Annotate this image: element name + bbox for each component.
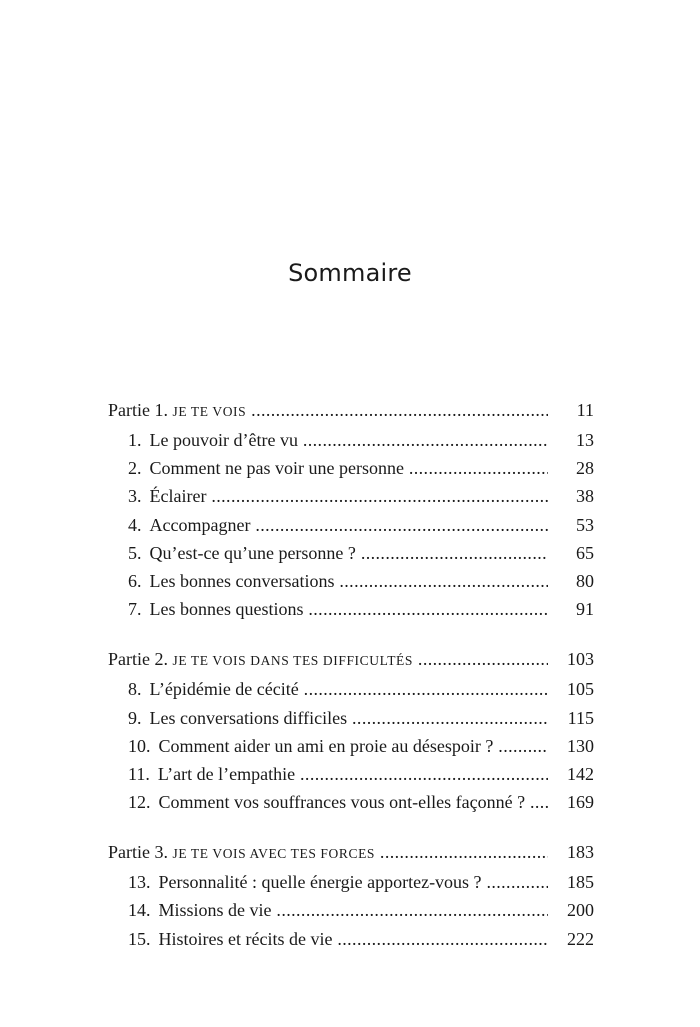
toc-entry	[108, 868, 594, 896]
page-number: 142	[567, 763, 594, 784]
toc-entry	[108, 511, 594, 539]
part-title: JE TE VOIS DANS TES DIFFICULTÉS	[172, 653, 414, 669]
page-number: 80	[576, 570, 594, 591]
page-number: 222	[567, 928, 594, 949]
chapter-title: Personnalité : quelle énergie apportez-vous ?	[158, 872, 482, 893]
page-number: 53	[576, 514, 594, 535]
chapter-title: Le pouvoir d’être vu	[149, 430, 298, 450]
chapter-number: 6.	[128, 570, 142, 591]
toc-part	[108, 645, 594, 816]
chapter-title: Les bonnes conversations	[149, 570, 335, 591]
toc-entry	[108, 896, 594, 924]
chapter-title: Histoires et récits de vie	[158, 928, 333, 949]
toc-part-row	[108, 645, 594, 675]
toc-entry-leader	[128, 675, 548, 703]
chapter-title: Éclairer	[149, 486, 207, 507]
chapter-number: 12.	[128, 792, 151, 813]
toc-entry-leader	[128, 426, 548, 454]
toc-entry	[108, 539, 594, 567]
page-number: 130	[567, 735, 594, 756]
toc-entry-leader	[128, 454, 548, 482]
page-number: 115	[567, 707, 594, 728]
chapter-title: Comment vos souffrances vous ont-elles façonné ?	[158, 792, 526, 813]
part-label: Partie 2.	[108, 649, 168, 670]
part-label: Partie 3.	[108, 842, 168, 863]
toc-entry-leader	[128, 732, 548, 760]
chapter-number: 2.	[128, 458, 142, 479]
chapter-number: 14.	[128, 900, 151, 921]
toc-entry	[108, 482, 594, 510]
toc-entry-leader	[128, 760, 548, 788]
chapter-number: 9.	[128, 707, 142, 728]
page-number: 13	[576, 430, 594, 450]
page-number: 169	[567, 792, 594, 813]
page-title: Sommaire	[288, 259, 412, 288]
toc-entry-leader	[128, 788, 548, 816]
toc-entry	[108, 760, 594, 788]
toc-part-leader	[108, 645, 548, 675]
toc-entry-leader	[128, 868, 548, 896]
toc-part-row	[108, 838, 594, 868]
toc-entry-leader	[128, 511, 548, 539]
page-number: 200	[567, 900, 594, 921]
chapter-title: Qu’est-ce qu’une personne ?	[149, 542, 356, 563]
chapter-title: L’épidémie de cécité	[149, 679, 299, 700]
part-label: Partie 1.	[108, 400, 168, 420]
chapter-number: 15.	[128, 928, 151, 949]
toc-part	[108, 838, 594, 953]
toc-entry	[108, 704, 594, 732]
toc-entry-leader	[128, 567, 548, 595]
chapter-title: Comment aider un ami en proie au désespoir ?	[158, 735, 494, 756]
page-number: 38	[576, 486, 594, 507]
chapter-title: Les conversations difficiles	[149, 707, 348, 728]
toc-entry	[108, 925, 594, 953]
toc-part-leader	[108, 838, 548, 868]
chapter-number: 5.	[128, 542, 142, 563]
chapter-number: 4.	[128, 514, 142, 535]
chapter-title: Missions de vie	[158, 900, 272, 921]
toc-entry-leader	[128, 925, 548, 953]
toc-entry	[108, 426, 594, 454]
toc-entry	[108, 595, 594, 623]
page-number: 185	[567, 872, 594, 893]
toc-entry	[108, 732, 594, 760]
page-number: 11	[576, 400, 594, 420]
toc-entry	[108, 675, 594, 703]
part-title: JE TE VOIS	[172, 404, 247, 419]
toc-entry-leader	[128, 704, 548, 732]
toc-part-leader	[108, 396, 548, 426]
table-of-contents	[108, 396, 594, 975]
chapter-number: 1.	[128, 430, 142, 450]
chapter-number: 13.	[128, 872, 151, 893]
toc-entry-leader	[128, 539, 548, 567]
toc-part-row	[108, 396, 594, 426]
page-number: 105	[567, 679, 594, 700]
toc-entry-leader	[128, 482, 548, 510]
chapter-title: Comment ne pas voir une personne	[149, 458, 404, 479]
page-number: 65	[576, 542, 594, 563]
chapter-title: L’art de l’empathie	[157, 763, 296, 784]
toc-entry	[108, 454, 594, 482]
toc-entry-leader	[128, 896, 548, 924]
toc-entry	[108, 788, 594, 816]
toc-entry	[108, 567, 594, 595]
chapter-number: 7.	[128, 599, 142, 620]
chapter-number: 10.	[128, 735, 151, 756]
chapter-number: 8.	[128, 679, 142, 700]
chapter-title: Accompagner	[149, 514, 251, 535]
page-number: 103	[567, 649, 594, 670]
toc-entry-leader	[128, 595, 548, 623]
page-number: 28	[576, 458, 594, 479]
chapter-number: 3.	[128, 486, 142, 507]
part-title: JE TE VOIS AVEC TES FORCES	[172, 846, 376, 862]
chapter-title: Les bonnes questions	[149, 599, 304, 620]
chapter-number: 11.	[128, 763, 150, 784]
toc-part	[108, 396, 594, 623]
page-number: 183	[567, 842, 594, 863]
page-number: 91	[576, 599, 594, 620]
